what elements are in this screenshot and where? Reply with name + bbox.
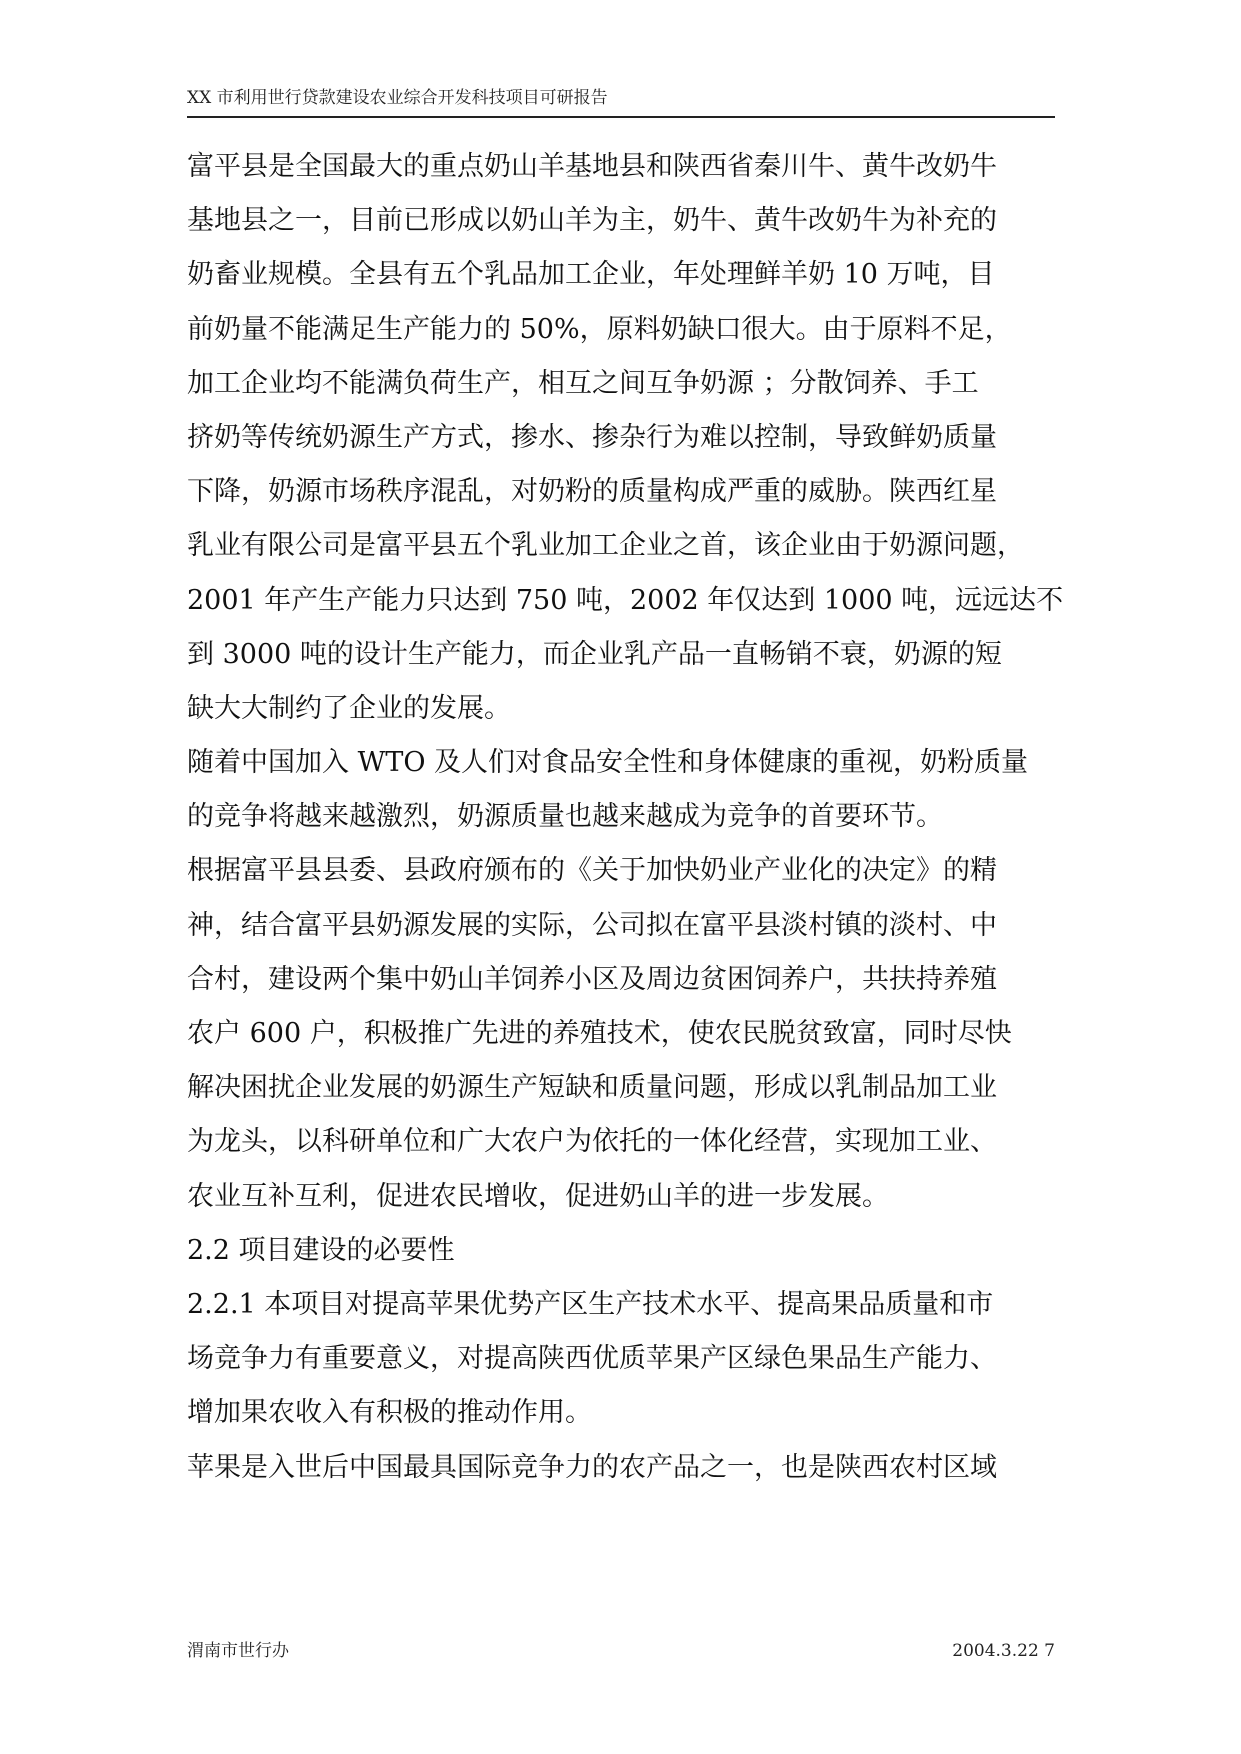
body-text xyxy=(187,140,1065,1495)
page-header xyxy=(187,88,1055,118)
text-line: 的竞争将越来越激烈，奶源质量也越来越成为竞争的首要环节。 xyxy=(187,801,943,833)
text-line: 到 3000 吨的设计生产能力，而企业乳产品一直畅销不衰，奶源的短 xyxy=(187,638,1002,670)
text-line: 增加果农收入有积极的推动作用。 xyxy=(187,1397,592,1429)
section-heading: 2.2 项目建设的必要性 xyxy=(187,1234,455,1266)
header-title: XX 市利用世行贷款建设农业综合开发科技项目可研报告 xyxy=(187,88,608,108)
text-line: 基地县之一，目前已形成以奶山羊为主，奶牛、黄牛改奶牛为补充的 xyxy=(187,205,997,237)
text-line: 场竞争力有重要意义，对提高陕西优质苹果产区绿色果品生产能力、 xyxy=(187,1343,997,1375)
text-line: 神，结合富平县奶源发展的实际，公司拟在富平县淡村镇的淡村、中 xyxy=(187,909,997,941)
text-line: 苹果是入世后中国最具国际竞争力的农产品之一，也是陕西农村区域 xyxy=(187,1451,997,1483)
text-line: 农户 600 户，积极推广先进的养殖技术，使农民脱贫致富，同时尽快 xyxy=(187,1018,1012,1049)
text-line: 乳业有限公司是富平县五个乳业加工企业之首，该企业由于奶源问题， xyxy=(187,530,1024,562)
text-line: 解决困扰企业发展的奶源生产短缺和质量问题，形成以乳制品加工业 xyxy=(187,1072,997,1104)
footer-date-page-number: 2004.3.22 7 xyxy=(952,1641,1055,1661)
text-line: 挤奶等传统奶源生产方式，掺水、掺杂行为难以控制，导致鲜奶质量 xyxy=(187,421,997,453)
text-line: 加工企业均不能满负荷生产，相互之间互争奶源 ；分散饲养、手工 xyxy=(187,367,979,399)
page-footer xyxy=(187,1639,1055,1663)
text-line: 为龙头，以科研单位和广大农户为依托的一体化经营，实现加工业、 xyxy=(187,1126,997,1158)
footer-organization: 渭南市世行办 xyxy=(187,1641,289,1661)
text-line: 随着中国加入 WTO 及人们对食品安全性和身体健康的重视，奶粉质量 xyxy=(187,747,1029,779)
text-line: 缺大大制约了企业的发展。 xyxy=(187,692,511,724)
text-line: 根据富平县县委、县政府颁布的《关于加快奶业产业化的决定》的精 xyxy=(187,855,997,887)
subsection-heading: 2.2.1 本项目对提高苹果优势产区生产技术水平、提高果品质量和市 xyxy=(187,1288,994,1320)
text-line: 下降，奶源市场秩序混乱，对奶粉的质量构成严重的威胁。陕西红星 xyxy=(187,476,997,508)
text-line: 前奶量不能满足生产能力的 50%，原料奶缺口很大。由于原料不足， xyxy=(187,313,1012,345)
text-line: 富平县是全国最大的重点奶山羊基地县和陕西省秦川牛、黄牛改奶牛 xyxy=(187,151,997,182)
text-line: 奶畜业规模。全县有五个乳品加工企业，年处理鲜羊奶 10 万吨，目 xyxy=(187,259,995,291)
text-line: 2001 年产生产能力只达到 750 吨，2002 年仅达到 1000 吨，远远达不 xyxy=(187,584,1064,616)
text-line: 农业互补互利，促进农民增收，促进奶山羊的进一步发展。 xyxy=(187,1180,889,1212)
text-line: 合村，建设两个集中奶山羊饲养小区及周边贫困饲养户，共扶持养殖 xyxy=(187,963,997,995)
